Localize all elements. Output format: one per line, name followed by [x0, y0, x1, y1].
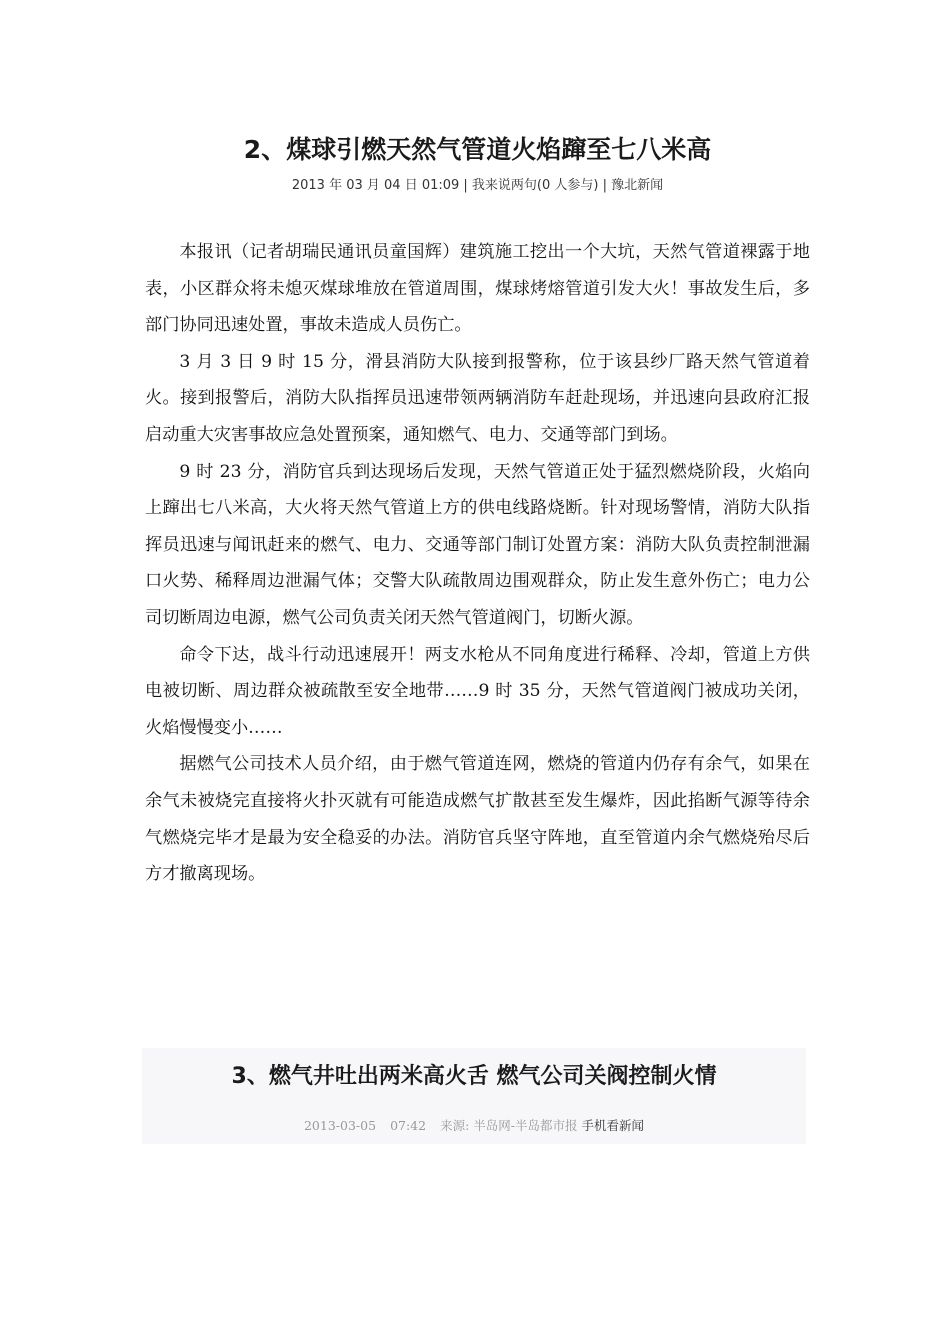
article-paragraph: 命令下达，战斗行动迅速展开！两支水枪从不同角度进行稀释、冷却，管道上方供电被切断、周边群众被疏散至安全地带……9 时 35 分，天然气管道阀门被成功关闭，火焰慢慢变小…… [145, 644, 810, 738]
article-source: 来源: 半岛网-半岛都市报 [440, 1118, 578, 1133]
article-title: 3、燃气井吐出两米高火舌 燃气公司关阀控制火情 [231, 1064, 717, 1089]
article-time: 07:42 [390, 1118, 427, 1133]
article-meta [142, 1117, 806, 1135]
mobile-news-link[interactable]: 手机看新闻 [581, 1118, 645, 1133]
article-paragraph: 本报讯（记者胡瑞民通讯员童国辉）建筑施工挖出一个大坑，天然气管道裸露于地表，小区群众将未熄灭煤球堆放在管道周围，煤球烤熔管道引发大火！事故发生后，多部门协同迅速处置，事故未造成人员伤亡。 [145, 242, 810, 336]
article-paragraph: 9 时 23 分，消防官兵到达现场后发现，天然气管道正处于猛烈燃烧阶段，火焰向上蹿出七八米高，大火将天然气管道上方的供电线路烧断。针对现场警情，消防大队指挥员迅速与闻讯赶来的燃气、电力、交通等部门制订处置方案：消防大队负责控制泄漏口火势、稀释周边泄漏气体；交警大队疏散周边围观群众，防止发生意外伤亡；电力公司切断周边电源，燃气公司负责关闭天然气管道阀门，切断火源。 [145, 461, 810, 628]
article-section-2 [145, 130, 810, 893]
article-date: 2013-03-05 [303, 1118, 377, 1133]
article-title: 2、煤球引燃天然气管道火焰蹿至七八米高 [243, 135, 712, 164]
article-paragraph: 3 月 3 日 9 时 15 分，滑县消防大队接到报警称，位于该县纱厂路天然气管道着火。接到报警后，消防大队指挥员迅速带领两辆消防车赶赴现场，并迅速向县政府汇报启动重大灾害事故应急处置预案，通知燃气、电力、交通等部门到场。 [145, 351, 810, 445]
article-body [145, 234, 810, 893]
article-section-3 [142, 1048, 806, 1144]
article-paragraph: 据燃气公司技术人员介绍，由于燃气管道连网，燃烧的管道内仍存有余气，如果在余气未被烧完直接将火扑灭就有可能造成燃气扩散甚至发生爆炸，因此掐断气源等待余气燃烧完毕才是最为安全稳妥的办法。消防官兵坚守阵地，直至管道内余气燃烧殆尽后方才撤离现场。 [145, 754, 810, 885]
article-meta: 2013 年 03 月 04 日 01:09 | 我来说两句(0 人参与) | 豫北新闻 [291, 178, 664, 193]
